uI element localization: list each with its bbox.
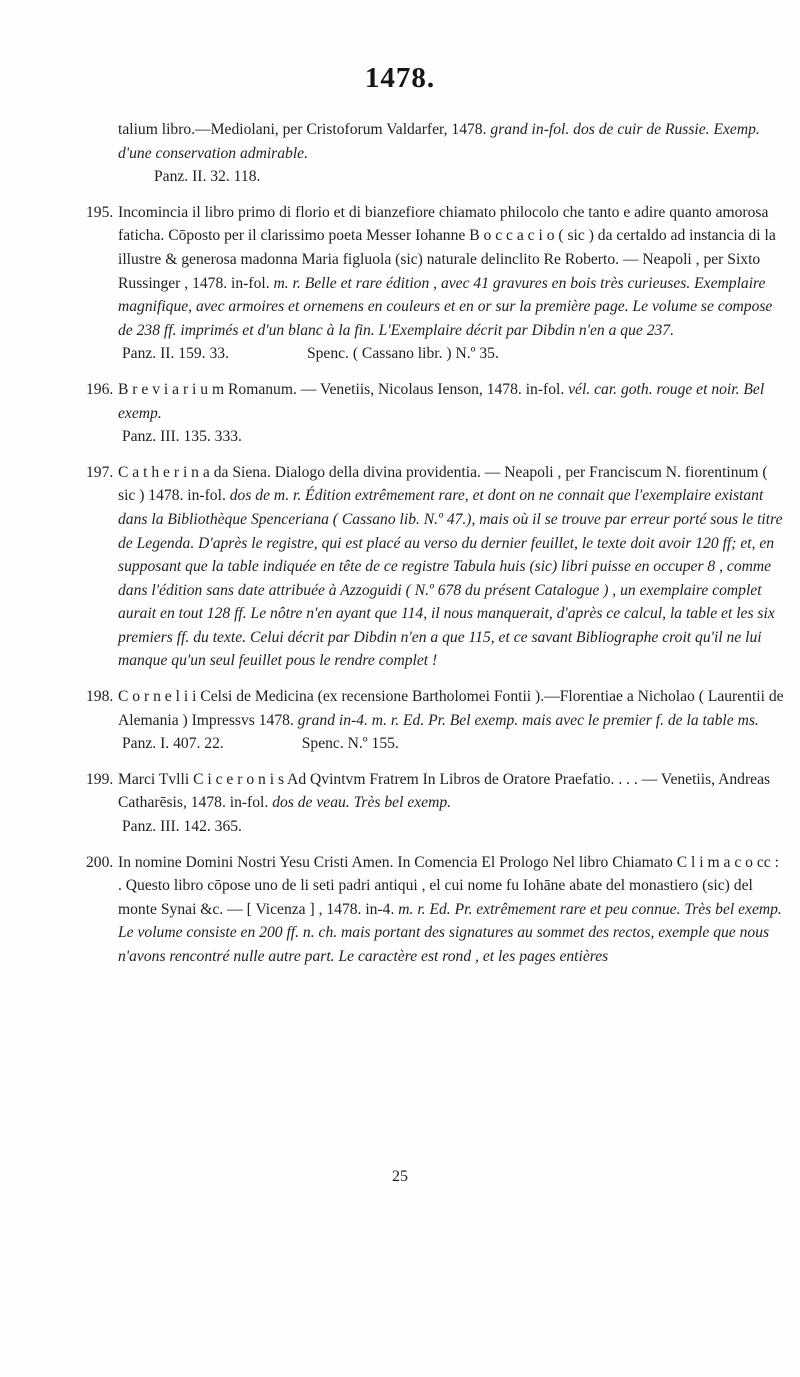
entry-text: Marci Tvlli C i c e r o n i s Ad Qvintvm Fratrem In Libros de Oratore Praefatio. . . . — Venetiis, Andreas Catharēsis, 1478. in-fol. (118, 770, 771, 812)
entry-note: m. r. Belle et rare édition , avec 41 gravures en bois très curieuses. Exemplaire magnifique, avec armoires et ornemens en couleurs et en or sur la première page. Le volume se compose de 238 ff. imprimés et d'un blanc à la fin. L'Exemplaire décrit par Dibdin n'en a que 237. (118, 274, 773, 339)
entry-text: C o r n e l i i Celsi de Medicina (ex recensione Bartholomei Fontii ).—Florentiae a Nicholao ( Laurentii de Alemania ) Impressvs 1478. (118, 688, 784, 729)
entry-note: vél. car. goth. rouge et noir. Bel exemp. (118, 380, 765, 422)
entry-text: C a t h e r i n a da Siena. Dialogo della divina providentia. — Neapoli , per Franciscum N. fiorentinum ( sic ) 1478. in-fol. (118, 463, 768, 505)
entry-note: grand in-4. m. r. Ed. Pr. Bel exemp. mais avec le premier f. de la table ms. (297, 711, 759, 729)
entry-text: Incomincia il libro primo di florio et di bianzefiore chiamato philocolo che tanto e adire quanto amorosa faticha. Cōposto per il clarissimo poeta Messer Iohanne B o c c a c i o ( sic ) da certaldo ad instancia di la illustre & generosa madonna Maria figluola (sic) naturale delinclito Re Roberto. — Neapoli , per Sixto Russinger , 1478. in-fol. (118, 203, 776, 292)
catalogue-content (86, 118, 786, 981)
entry-number: 197. (86, 463, 114, 481)
catalogue-entry (86, 685, 786, 756)
catalogue-entry-continuation (86, 118, 786, 189)
entry-number: 198. (86, 688, 114, 706)
entry-number: 200. (86, 853, 114, 871)
entry-note: grand in-fol. dos de cuir de Russie. Exemp. d'une conservation admirable. (118, 121, 760, 162)
entry-text: talium libro.—Mediolani, per Cristoforum Valdarfer, 1478. (118, 121, 491, 138)
entry-text: B r e v i a r i u m Romanum. — Venetiis, Nicolaus Ienson, 1478. in-fol. (118, 380, 569, 398)
catalogue-entry (86, 378, 786, 449)
entry-text: In nomine Domini Nostri Yesu Cristi Amen. In Comencia El Prologo Nel libro Chiamato C l i m a c o cc : . Questo libro cōpose uno de li seti padri antiqui , el cui nome fu Iohāne abate del monastiero (sic) del monte Synai &c. — [ Vicenza ] , 1478. in-4. (118, 853, 779, 918)
catalogue-entry (86, 768, 786, 839)
entry-number: 199. (86, 770, 114, 788)
entry-note: m. r. Ed. Pr. extrêmement rare et peu connue. Très bel exemp. Le volume consiste en 200 ff. n. ch. mais portant des signatures au sommet des rectos, exemple que nous n'avons rencontré nulle autre part. Le caractère est rond , et les pages entières (118, 900, 782, 965)
catalogue-entry (86, 461, 786, 673)
entry-reference: Panz. III. 135. 333. (122, 428, 242, 446)
entry-number: 195. (86, 203, 114, 221)
entry-reference: Panz. III. 142. 365. (122, 818, 242, 836)
entry-note: dos de m. r. Édition extrêmement rare, et dont on ne connait que l'exemplaire existant dans la Bibliothèque Spenceriana ( Cassano lib. N.º 47.), mais où il se trouve par erreur porté sous le titre de Legenda. D'après le registre, qui est placé au verso du dernier feuillet, le texte doit avoir 120 ff; et, en supposant que la table indiquée en tête de ce registre Tabula huis (sic) libri puisse en occuper 8 , comme dans l'édition sans date attribuée à Azzoguidi ( N.º 678 du présent Catalogue ) , un exemplaire complet aurait en tout 128 ff. Le nôtre n'en ayant que 114, il nous manquerait, d'après ce calcul, la table et les six premiers ff. du texte. Celui décrit par Dibdin n'en a que 115, et ce savant Bibliographe croit qu'il ne lui manque qu'un seul feuillet pous le rendre complet ! (118, 487, 783, 670)
page-heading-year: 1478. (364, 62, 436, 94)
entry-number: 196. (86, 380, 114, 398)
entry-note: dos de veau. Très bel exemp. (272, 794, 452, 812)
catalogue-entry (86, 201, 786, 366)
entry-reference: Panz. I. 407. 22. Spenc. N.º 155. (122, 735, 399, 753)
signature-mark: 25 (392, 1168, 408, 1185)
entry-reference: Panz. II. 159. 33. Spenc. ( Cassano libr. ) N.º 35. (122, 345, 499, 363)
catalogue-entry (86, 851, 786, 969)
entry-reference: Panz. II. 32. 118. (154, 168, 261, 186)
